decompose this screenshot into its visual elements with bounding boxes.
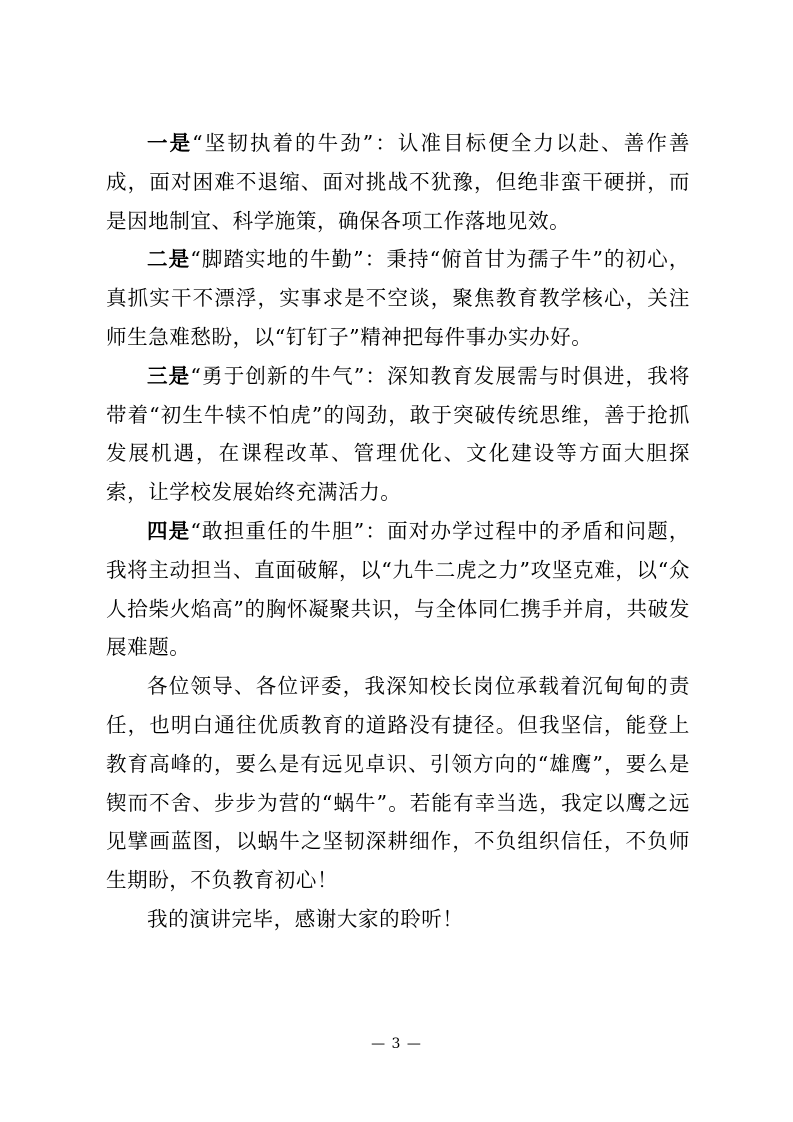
paragraph-lead: 二是: [147, 247, 191, 272]
paragraph-closing-statement: [106, 667, 690, 900]
paragraph-thanks: [106, 900, 690, 939]
paragraph-lead: 一是: [147, 131, 193, 155]
paragraph-lead: 三是: [147, 363, 191, 388]
paragraph-point-four: [106, 512, 690, 667]
paragraph-point-two: [106, 240, 690, 356]
paragraph-text: “脚踏实地的牛勤”：秉持“俯首甘为孺子牛”的初心，真抓实干不漂浮，实事求是不空谈，聚焦教育教学核心，关注师生急难愁盼，以“钉钉子”精神把每件事办实办好。: [106, 247, 690, 349]
paragraph-text: “敢担重任的牛胆”：面对办学过程中的矛盾和问题，我将主动担当、直面破解，以“九牛二虎之力”攻坚克难，以“众人拾柴火焰高”的胸怀凝聚共识，与全体同仁携手并肩，共破发展难题。: [106, 518, 691, 660]
paragraph-point-one: [106, 124, 690, 240]
paragraph-point-three: [106, 357, 690, 512]
paragraph-text: “坚韧执着的牛劲”：认准目标便全力以赴、善作善成，面对困难不退缩、面对挑战不犹豫，但绝非蛮干硬拼，而是因地制宜、科学施策，确保各项工作落地见效。: [106, 131, 691, 233]
page-number: — 3 —: [371, 1036, 422, 1052]
speech-body: [106, 124, 690, 939]
paragraph-text: 我的演讲完毕，感谢大家的聆听！: [147, 906, 464, 931]
paragraph-text: “勇于创新的牛气”：深知教育发展需与时俱进，我将带着“初生牛犊不怕虎”的闯劲，敢于突破传统思维，善于抢抓发展机遇，在课程改革、管理优化、文化建设等方面大胆探索，让学校发展始终充满活力。: [106, 363, 691, 505]
paragraph-text: 各位领导、各位评委，我深知校长岗位承载着沉甸甸的责任，也明白通往优质教育的道路没有捷径。但我坚信，能登上教育高峰的，要么是有远见卓识、引领方向的“雄鹰”，要么是锲而不舍、步步为营的“蜗牛”。若能有幸当选，我定以鹰之远见擘画蓝图，以蜗牛之坚韧深耕细作，不负组织信任，不负师生期盼，不负教育初心！: [106, 674, 690, 893]
paragraph-lead: 四是: [147, 518, 191, 543]
